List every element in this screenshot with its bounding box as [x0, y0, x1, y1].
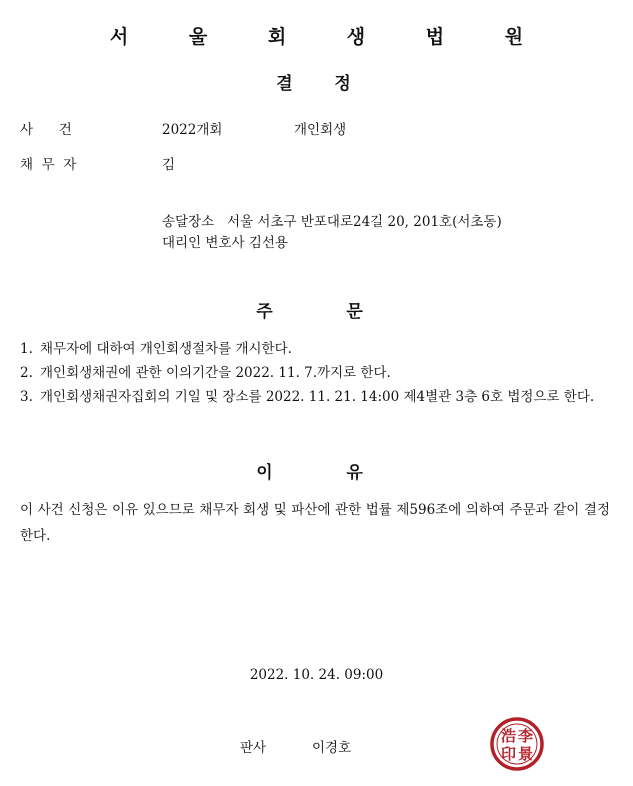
svg-text:浩: 浩	[501, 727, 517, 745]
debtor-name: 김	[162, 157, 176, 173]
order-item	[20, 361, 610, 385]
judge-title: 판사	[240, 740, 267, 756]
reason-text: 이 사건 신청은 이유 있으므로 채무자 회생 및 파산에 관한 법률 제596조에 의하여 주문과 같이 결정한다.	[20, 502, 610, 544]
case-type: 개인회생	[294, 122, 347, 138]
order-item	[20, 337, 610, 361]
order-text: 채무자에 대하여 개인회생절차를 개시한다.	[40, 341, 292, 357]
judge-seal-icon	[489, 716, 545, 772]
svg-text:印: 印	[501, 745, 517, 763]
svg-text:李: 李	[518, 727, 534, 745]
svg-text:景: 景	[518, 745, 534, 763]
order-number: 2.	[20, 365, 33, 381]
case-number: 2022개회	[162, 122, 223, 138]
order-item	[20, 385, 610, 409]
order-number: 1.	[20, 341, 33, 357]
case-label: 사 건	[20, 122, 72, 138]
legal-agent: 대리인 변호사 김선용	[162, 235, 288, 251]
debtor-label: 채 무 자	[20, 157, 77, 173]
document-title: 결 정	[276, 74, 357, 94]
order-list	[20, 337, 610, 409]
judge-name: 이경호	[312, 740, 352, 756]
service-address: 송달장소 서울 서초구 반포대로24길 20, 201호(서초동)	[162, 214, 502, 230]
order-text: 개인회생채권에 관한 이의기간을 2022. 11. 7.까지로 한다.	[40, 365, 391, 381]
court-name: 서 울 회 생 법 원	[109, 26, 551, 48]
reason-heading: 이 유	[256, 463, 377, 483]
order-heading: 주 문	[256, 302, 377, 322]
decision-date: 2022. 10. 24. 09:00	[249, 667, 384, 683]
order-number: 3.	[20, 389, 33, 405]
order-text: 개인회생채권자집회의 기일 및 장소를 2022. 11. 21. 14:00 제4별관 3층 6호 법정으로 한다.	[40, 389, 595, 405]
